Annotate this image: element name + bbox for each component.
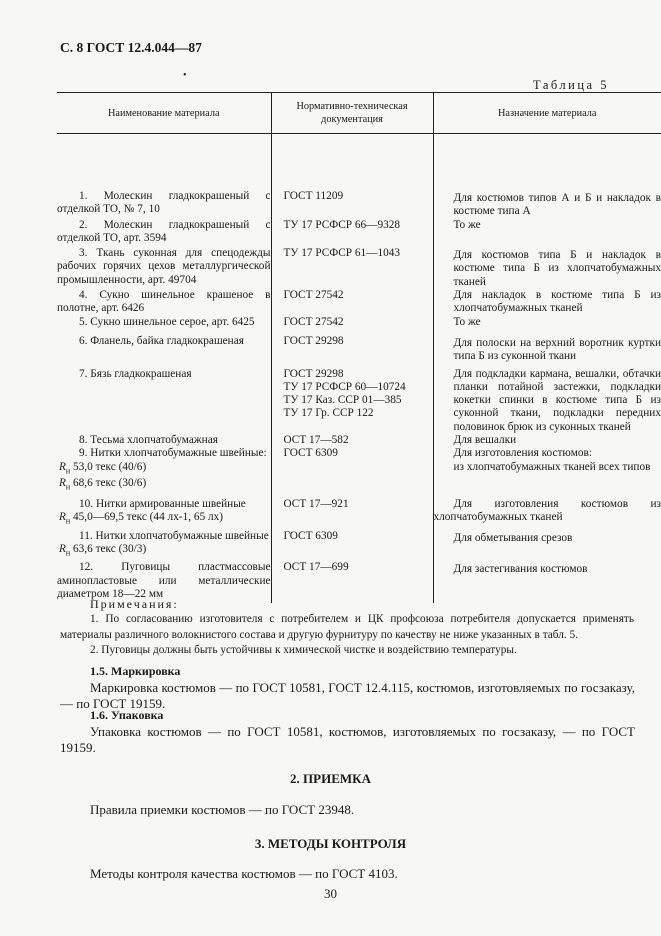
material-purpose: Для застегивания костюмов: [453, 563, 588, 576]
table-row: [57, 434, 661, 447]
section-packing-title: 1.6. Упаковка: [90, 708, 164, 722]
section-marking-title: 1.5. Маркировка: [90, 664, 181, 678]
page-number: 30: [324, 886, 337, 901]
thread-spec: $R_н$ 45,0—69,5 текс (44 лх-1, 65 лх): [59, 511, 224, 526]
doc-ref: ТУ 17 РСФСР 66—9328: [283, 218, 401, 231]
table-row: [57, 134, 661, 219]
table-row: [57, 364, 661, 434]
material-name: 6. Фланель, байка гладкокрашеная: [79, 334, 244, 347]
material-purpose: То же: [453, 218, 481, 231]
table-header-row: [57, 93, 661, 134]
material-name: 8. Тесьма хлопчатобумажная: [79, 434, 218, 447]
note-item: 2. Пуговицы должны быть устойчивы к химической чистке и воздействию температуры.: [90, 644, 517, 656]
notes-title: Примечания:: [90, 597, 179, 611]
doc-ref: ТУ 17 Каз. ССР 01—385: [283, 394, 402, 407]
material-name: 11. Нитки хлопчатобумажные швейные: [79, 529, 269, 542]
table-row: [57, 289, 661, 316]
section-acceptance-text: Правила приемки костюмов — по ГОСТ 23948.: [90, 802, 355, 817]
doc-ref: ТУ 17 РСФСР 60—10724: [283, 380, 406, 393]
material-name: 2. Молескин гладкокрашеный с отделкой ТО, арт. 3594: [57, 218, 271, 244]
page-header: С. 8 ГОСТ 12.4.044—87: [60, 40, 202, 55]
material-name: 1. Молескин гладкокрашеный с отделкой ТО, № 7, 10: [57, 190, 271, 216]
doc-ref: ГОСТ 27542: [283, 315, 344, 328]
column-header-purpose: Назначение материала: [433, 93, 661, 134]
doc-ref: ОСТ 17—582: [283, 434, 349, 447]
table-caption: Таблица 5: [533, 78, 609, 92]
material-name: 7. Бязь гладкокрашеная: [79, 367, 192, 380]
material-name: 10. Нитки армированные швейные: [79, 497, 246, 510]
doc-ref: ТУ 17 РСФСР 61—1043: [283, 247, 401, 260]
table-row: [57, 245, 661, 289]
thread-spec: $R_н$ 53,0 текс (40/6): [59, 460, 147, 475]
table-row: [57, 528, 661, 560]
column-header-docs: Нормативно-техническая документация: [271, 93, 433, 134]
table-row: [57, 219, 661, 246]
table-row: [57, 329, 661, 364]
material-purpose-cont: из хлопчатобумажных тканей всех типов: [453, 460, 651, 473]
material-purpose: То же: [453, 315, 481, 328]
column-header-material: Наименование материала: [57, 93, 271, 134]
section-packing-text: Упаковка костюмов — по ГОСТ 10581, костюмов, изготовляемых по госзаказу, — по ГОСТ 19159.: [60, 724, 635, 755]
material-purpose: Для изготовления костюмов:: [453, 447, 592, 460]
doc-ref: ГОСТ 29298: [283, 334, 344, 347]
material-name: 3. Ткань суконная для спецодежды рабочих горячих цехов металлургической промышленности, арт. 49704: [57, 247, 271, 286]
material-name: 9. Нитки хлопчатобумажные швейные:: [79, 447, 267, 460]
material-name: 4. Сукно шинельное крашеное в полотне, арт. 6426: [57, 289, 271, 315]
doc-ref: ТУ 17 Гр. ССР 122: [283, 407, 374, 420]
material-purpose: Для обметывания срезов: [453, 531, 573, 544]
material-purpose: Для изготовления костюмов из хлопчатобумажных тканей: [433, 497, 661, 524]
materials-table: [57, 92, 661, 603]
doc-ref: ГОСТ 29298: [283, 367, 344, 380]
doc-ref: ОСТ 17—699: [283, 561, 349, 574]
material-purpose: Для костюмов типов А и Б и накладок в костюме типа А: [453, 192, 661, 218]
table-row: [57, 447, 661, 493]
section-acceptance-title: 2. ПРИЕМКА: [290, 771, 371, 786]
material-purpose: Для накладок в костюме типа Б из хлопчатобумажных тканей: [453, 289, 661, 315]
section-marking-text: Маркировка костюмов — по ГОСТ 10581, ГОСТ 12.4.115, костюмов, изготовляемых по госзаказу, — по ГОСТ 19159.: [60, 680, 635, 711]
table-row: [57, 316, 661, 329]
section-control-text: Методы контроля качества костюмов — по ГОСТ 4103.: [90, 866, 398, 881]
thread-spec: $R_н$ 63,6 текс (30/3): [59, 542, 147, 558]
note-item: 1. По согласованию изготовителя с потребителем и ЦК профсоюза потребителя допускается применять материалы различного волокнистого состава и другую фурнитуру по качеству не ниже указанных в табл. 5.: [60, 613, 634, 641]
doc-ref: ГОСТ 6309: [283, 529, 338, 542]
material-name: 12. Пуговицы пластмассовые аминопластовые или металлические диаметром 18—22 мм: [57, 561, 271, 601]
section-control-title: 3. МЕТОДЫ КОНТРОЛЯ: [254, 836, 407, 851]
thread-spec: $R_н$ 68,6 текс (30/6): [59, 477, 147, 492]
doc-ref: ГОСТ 6309: [283, 447, 338, 460]
table-row: [57, 494, 661, 528]
material-purpose: Для вешалки: [453, 434, 517, 447]
stray-mark: •: [183, 70, 187, 81]
material-purpose: Для подкладки кармана, вешалки, обтачки планки потайной застежки, подкладки кокетки спинки в костюме типа Б из суконной ткани, подкладки передних половинок брюк из суконных тканей: [453, 367, 661, 433]
material-purpose: Для полоски на верхний воротник куртки типа Б из суконной ткани: [453, 336, 661, 363]
material-purpose: Для костюмов типа Б и накладок в костюме типа Б из хлопчатобумажных тканей: [453, 249, 661, 288]
doc-ref: ГОСТ 27542: [283, 289, 344, 302]
doc-ref: ОСТ 17—921: [283, 497, 349, 510]
material-name: 5. Сукно шинельное серое, арт. 6425: [79, 315, 255, 328]
doc-ref: ГОСТ 11209: [283, 190, 344, 202]
